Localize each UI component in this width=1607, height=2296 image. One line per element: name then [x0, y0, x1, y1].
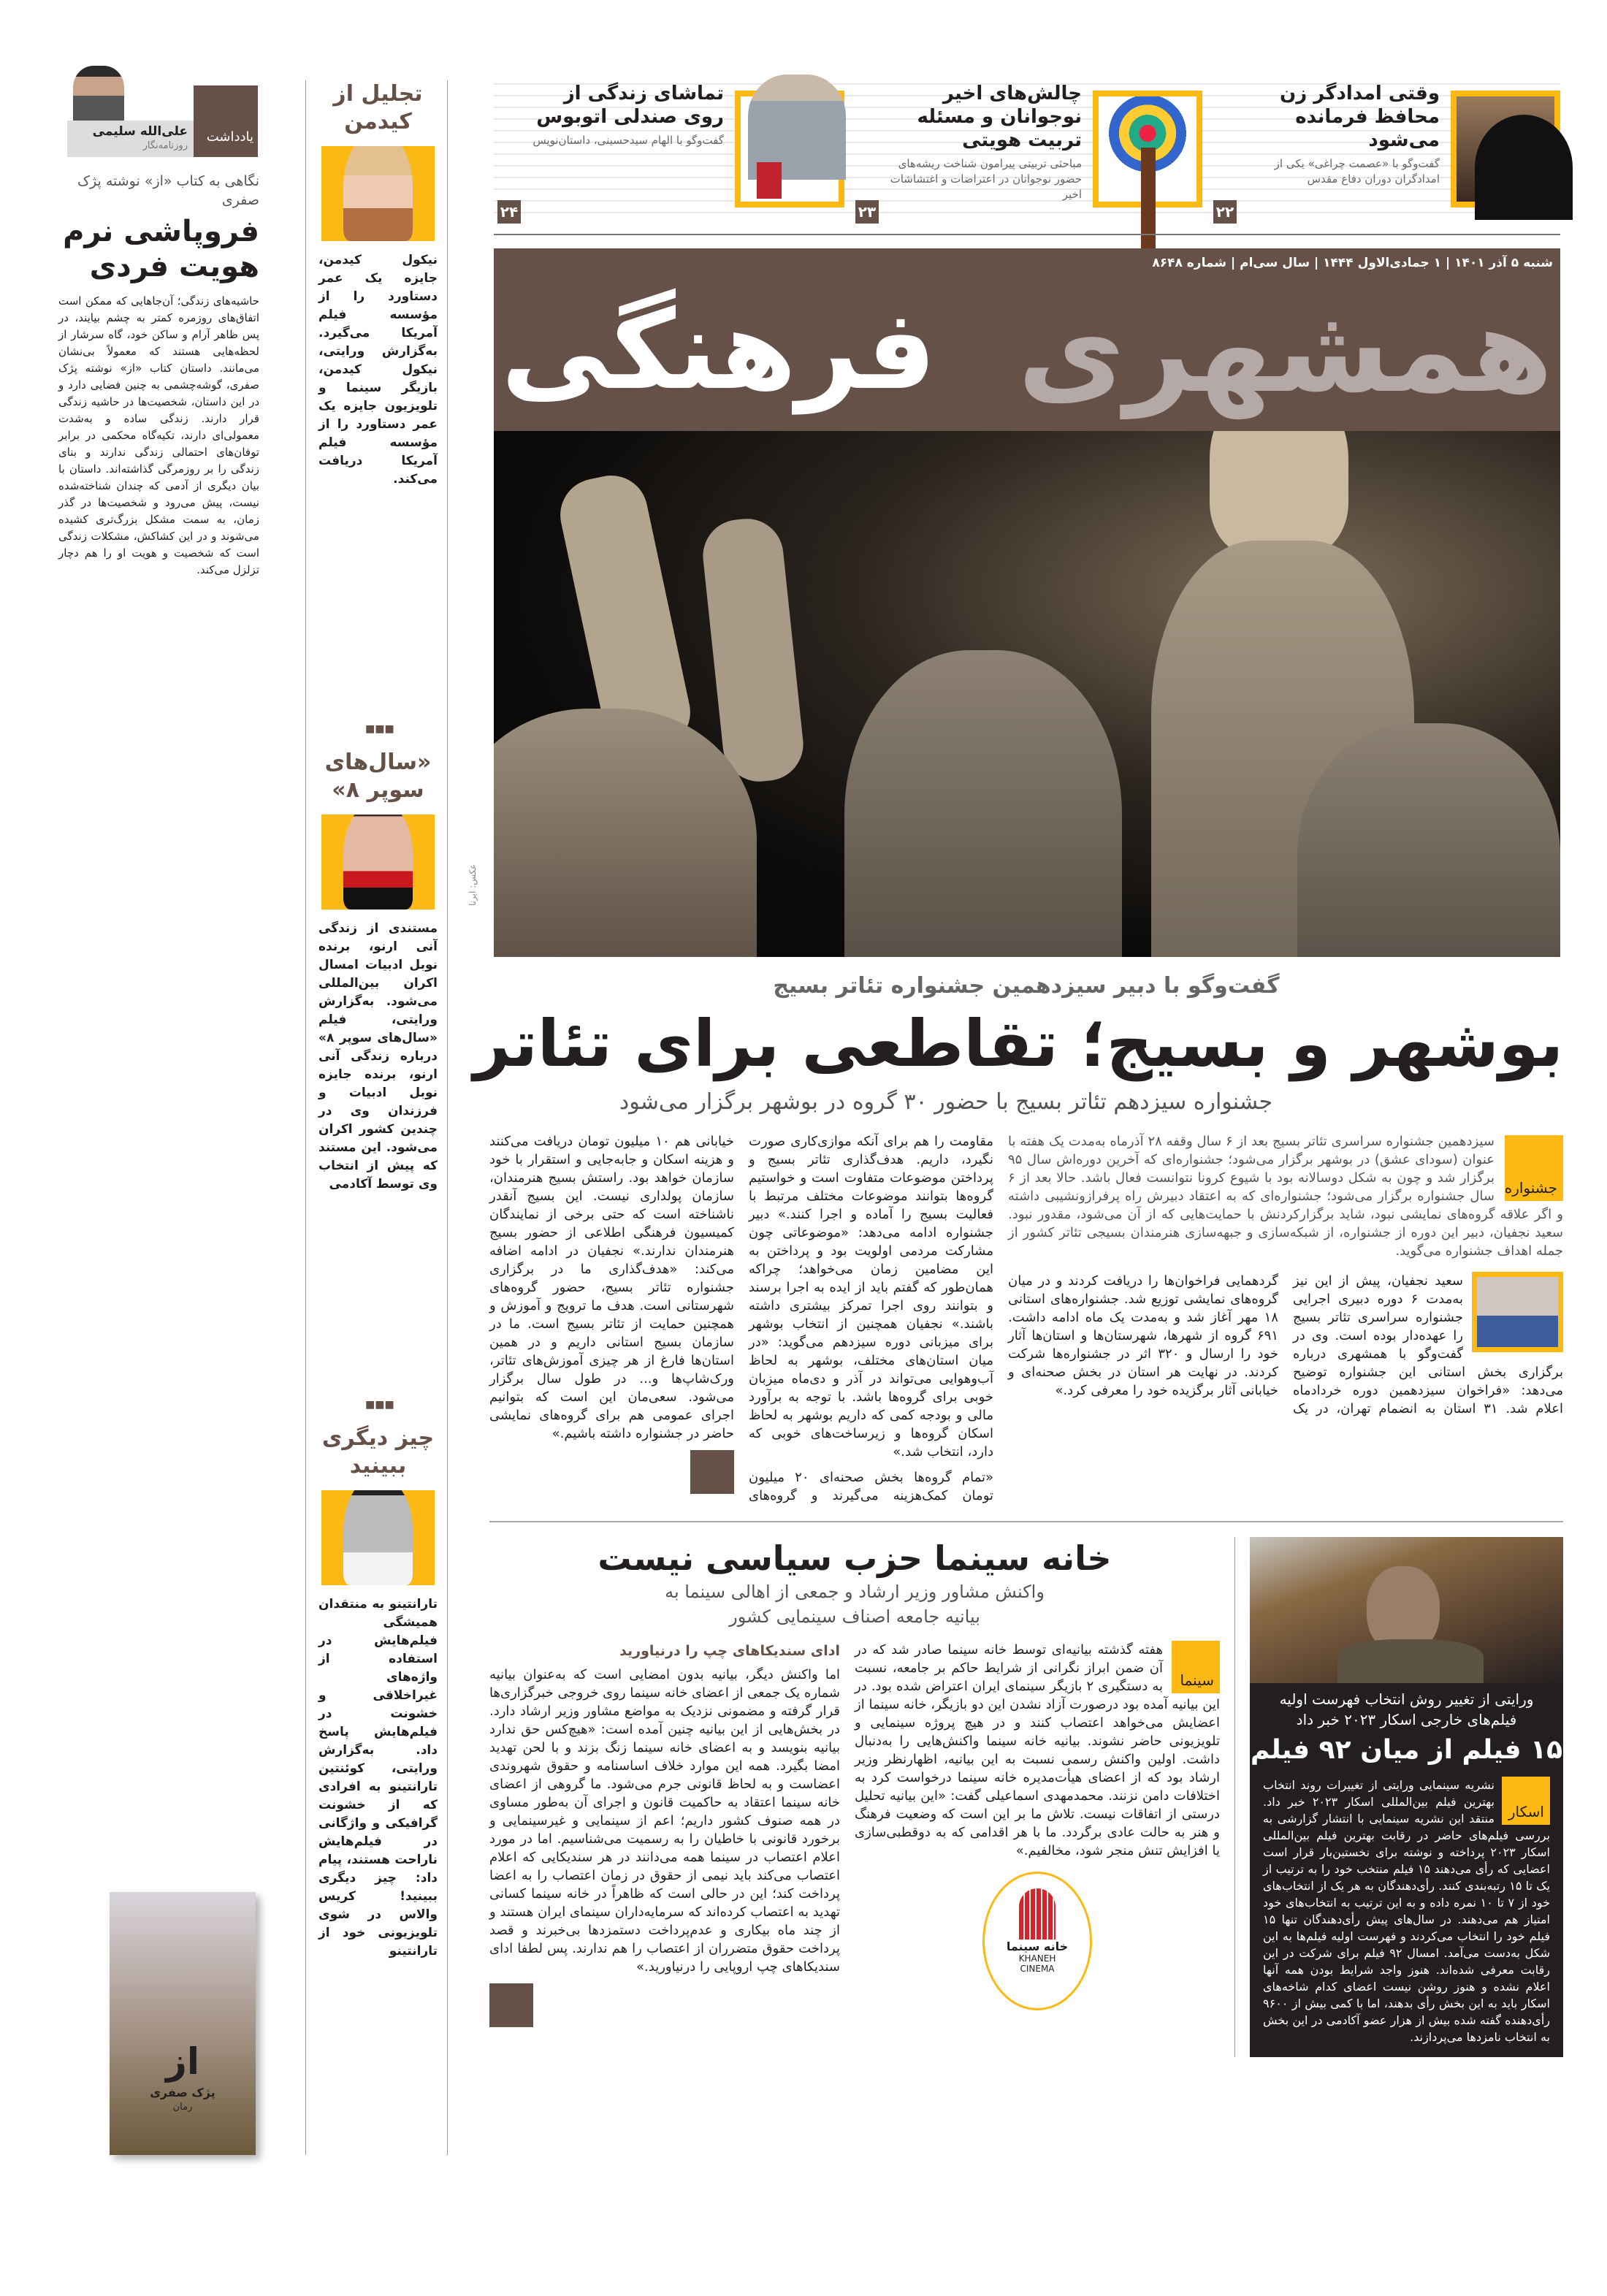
sidebar-photo	[321, 815, 435, 909]
end-square	[489, 1983, 533, 2027]
end-square	[690, 1450, 734, 1494]
lead-intro: سیزدهمین جشنواره سراسری تئاتر بسیج بعد از ۶ سال وقفه ۲۸ آذرماه به‌مدت یک هفته با عنوان (سودای عشق) در بوشهر برگزار می‌شود؛ جشنواره‌ای که آخرین دوره‌اش سال ۹۵ برگزار شد و چون به شکل دوسالانه بود با شیوع کرونا نتوانست فعال باشد. حالا بعد از ۶ سال جشنواره برگزار می‌شود؛ جشنواره‌ای که به اعتقاد دبیرش راه پرفرازونشیبی داشته و اگر علاقه گروه‌های نمایشی نبود، شاید برگزارکردنش با حمایت‌هایی که از آن می‌شود، مقدور نبود. سعید نجفیان، دبیر این دوره از جشنواره، از شبکه‌سازی و جبهه‌سازی هنرمندان بسیجی تئاتر کشور از جمله اهداف جشنواره می‌گوید.	[1008, 1134, 1563, 1259]
oscar-kicker: ورایتی از تغییر روش انتخاب فهرست اولیه فیلم‌های خارجی اسکار ۲۰۲۳ خبر داد	[1279, 1690, 1534, 1728]
page-number: ۲۴	[497, 200, 521, 224]
sidebar-photo	[321, 1490, 435, 1585]
lead-right-block	[1008, 1132, 1563, 1418]
oscar-title: ۱۵ فیلم از میان ۹۲ فیلم	[1250, 1735, 1563, 1765]
cinema-subtitle: ادای سندیکاهای چپ را درنیاورید	[619, 1643, 840, 1659]
book-cover	[110, 1892, 256, 2155]
masthead-section: فرهنگی	[501, 287, 936, 414]
sidebar-item-super8[interactable]	[314, 749, 442, 1194]
masthead	[494, 248, 1560, 431]
teaser-photo	[735, 91, 844, 207]
cinema-article	[489, 1537, 1220, 2027]
logo-text-en: KHANEH CINEMA	[1018, 1953, 1056, 1974]
sidebar-text: تارانتینو به منتقدان همیشگی فیلم‌هایش در استفاده از واژه‌های غیراخلاقی و خشونت در فیلم‌هایش پاسخ داد. به‌گزارش ورایتی، کوئنتین تارانتینو به افرادی که از خشونت گرافیکی و واژگانی در فیلم‌هایش ناراحت هستند، پیام داد: چیز دیگری ببینید! کریس والاس در شوی تلویزیونی خود از تارانتینو	[318, 1597, 438, 1959]
photo-credit: عکس: ایرنا	[467, 863, 478, 906]
teaser-photo	[1093, 91, 1202, 207]
interviewee-photo	[1472, 1272, 1563, 1352]
teaser-desc: گفت‌وگو با الهام سیدحسینی، داستان‌نویس	[533, 134, 724, 147]
sidebar-text: مستندی از زندگی آنی ارنو، برنده نوبل ادبیات امسال اکران بین‌المللی می‌شود. به‌گزارش ورایتی، فیلم «سال‌های سوپر ۸» درباره زندگی آنی ارنو، برنده جایزه نوبل ادبیات و فرزندان وی در چندین کشور اکران می‌شود. این مستند که پیش از انتخاب وی توسط آکادمی	[318, 921, 438, 1191]
logo-text-fa: خانه سینما	[1006, 1940, 1069, 1953]
divider	[489, 1521, 1563, 1522]
note-body: حاشیه‌های زندگی؛ آن‌جاهایی که ممکن است اتفاق‌های روزمره کمتر به چشم بیایند، در پس ظاهر آرام و ساکن خود، گاه سرشار از لحظه‌هایی هستند که معمولاً بی‌نشان می‌مانند. داستان کتاب «از» نوشته پژک صفری، گوشه‌چشمی به چنین فضایی دارد و در این داستان، شخصیت‌ها در حاشیه زندگی قرار دارند. زندگی ساده و به‌شدت معمولی‌ای دارند، تکیه‌گاه محکمی در برابر توفان‌های احتمالی زندگی ندارند و بنای زندگی را بر روزمرگی گذاشته‌اند. داستان با بیان دیگری از آدمی که چندان شناخته‌شده نیست، پیش می‌رود و شخصیت‌ها در گذر زمان، به سمت مشکل بزرگ‌تری کشیده می‌شوند و در این کشاکش، مشکلات زندگی است که شخصیت و هویت او را هم دچار تزلزل می‌کند.	[58, 294, 259, 576]
teaser-desc: گفت‌وگو با «عصمت چراغی» یکی از امدادگران دوران دفاع مقدس	[1274, 157, 1440, 186]
oscar-body: نشریه سینمایی ورایتی از تغییرات روند انتخاب بهترین فیلم بین‌المللی اسکار ۲۰۲۳ خبر داد. منتقد این نشریه سینمایی با انتشار گزارشی به بررسی فیلم‌های حاضر در رقابت بهترین فیلم بین‌المللی اسکار ۲۰۲۳ پرداخته و نوشته برای نخستین‌بار قرار است اعضایی که رأی می‌دهند ۱۵ فیلم منتخب خود را به ترتیب از یک تا ۱۵ رتبه‌بندی کنند. رأی‌دهندگان به هر یک از انتخاب‌های خود از ۷ تا ۱۰ نمره داده و به این ترتیب به انتخاب‌های خود امتیاز هم می‌دهند. در سال‌های پیش رأی‌دهندگان تنها ۱۵ فیلم خود را انتخاب می‌کردند و فهرست اولیه فیلم‌ها به این شکل به‌دست می‌آمد. امسال ۹۲ فیلم برای شرکت در این رقابت معرفی شده‌اند. هنوز واجد شرایط بودن همه آنها اعلام نشده و هنوز روشن نیست اعضای کدام شاخه‌های اسکار باید به این بخش رأی بدهند، اما با کمی بیش از ۹۶۰۰ رأی‌دهنده گفته شده بیش از هزار عضو آکادمی در این بخش به انتخاب نامزدها می‌پردازند.	[1263, 1778, 1551, 2044]
teaser-title: چالش‌های اخیر نوجوانان و مسئله تربیت هویتی	[917, 83, 1082, 151]
teaser-24[interactable]	[494, 76, 844, 229]
author-name: علی‌الله سلیمی	[92, 124, 188, 139]
main-lower	[473, 972, 1563, 2057]
lead-photo	[494, 431, 1560, 957]
lead-subhead: جشنواره سیزدهم تئاتر بسیج با حضور ۳۰ گروه در بوشهر برگزار می‌شود	[619, 1089, 1273, 1115]
page-number: ۲۲	[1213, 200, 1237, 224]
sidebar-title: تجلیل از کیدمن	[333, 81, 423, 134]
separator-dots: ■■■	[365, 723, 394, 735]
cinema-body-2: اما واکنش دیگر، بیانیه بدون امضایی است که به‌عنوان بیانیه شماره یک جمعی از اعضای خانه سینما روی خروجی خبرگزاری‌ها قرار گرفته و مضمونی نزدیک به مواضع مشاور وزیر ارشاد دارد. در بخش‌هایی از این بیانیه چنین آمده است: «هیچ‌کس حق ندارد بیانیه بنویسد و به اعضای خانه سینما زنگ بزند و با لحن تهدید امضا بگیرد. همه این موارد خلاف اساسنامه و حقوق شهروندی اعضاست و به لحاظ قانونی جرم می‌شود. ما گروهی از اعضای خانه سینما اعتقاد به حاکمیت قانون و اجرای آن به‌طور مساوی در همه صنوف کشور داریم؛ اعم از سینمایی و غیرسینمایی و برخورد قانونی با خاطیان را به رسمیت می‌شناسیم. اما در مورد اعلام اعتصاب در سینما همه می‌دانند در هر سندیکایی که اعلام اعتصاب می‌کند باید نیمی از حقوق در زمان اعتصاب را به اعضا پرداخت کند؛ این در حالی است که ظاهراً در خانه سینما کسانی تهدید به اعتصاب کرده‌اند که سرمایه‌داران سینمای ایران هستند و از چند ماه بیکاری و عدم‌پرداخت دستمزدها بی‌خبرند و قصد پرداخت حقوق متضرران از اعتصاب را هم ندارند. پس لطفا ادای سندیکاهای چپ اروپایی را درنیاورید.»	[489, 1667, 840, 1975]
teaser-22[interactable]	[1210, 76, 1560, 229]
divider	[494, 234, 1560, 235]
separator-dots: ■■■	[365, 1399, 394, 1411]
divider	[1234, 1537, 1235, 2057]
book-author: پژک صفری	[150, 2086, 215, 2099]
note-byline	[67, 121, 194, 157]
teaser-photo	[1451, 91, 1560, 207]
bottom-row	[489, 1537, 1563, 2057]
teaser-title: وقتی امدادگر زن محافظ فرمانده می‌شود	[1280, 83, 1440, 151]
lead-columns	[489, 1132, 993, 1505]
dateline: شنبه ۵ آذر ۱۴۰۱ | ۱ جمادی‌الاول ۱۴۴۴ | سال سی‌ام | شماره ۸۶۴۸	[1152, 256, 1553, 270]
lead-left-block	[489, 1132, 993, 1505]
teaser-title: تماشای زندگی از روی صندلی اتوبوس	[536, 83, 724, 128]
lead-headline: بوشهر و بسیج؛ تقاطعی برای تئاتر	[473, 1006, 1563, 1081]
oscar-box	[1250, 1537, 1563, 2057]
cinema-subhead: واکنش مشاور وزیر ارشاد و جمعی از اهالی سینما به بیانیه جامعه اصناف سینمایی کشور	[665, 1582, 1045, 1627]
divider	[305, 80, 306, 2155]
teaser-desc: مباحثی تربیتی پیرامون شناخت ریشه‌های حضور نوجوانان در اعتراضات و اغتشاشات اخیر	[890, 157, 1082, 201]
note-kicker: نگاهی به کتاب «از» نوشته پژک صفری	[77, 173, 259, 208]
section-tag: سینما	[1172, 1641, 1220, 1693]
note-flow	[58, 172, 259, 579]
masthead-name: همشهری	[1018, 282, 1553, 419]
lead-col4: «تمام گروه‌ها بخش صحنه‌ای ۲۰ میلیون تومان کمک‌هزینه می‌گیرند و گروه‌های خیابانی هم ۱۰ میلیون تومان دریافت می‌کنند و هزینه اسکان و جابه‌جایی و استقرار با خود سازمان خواهد بود. راستش بسیج هنرمندان، سازمان پولداری نیست. این بسیج آنقدر ناشناخته است که حتی برخی از نمایندگان کمیسیون فرهنگی اطلاعی از حضور بسیج هنرمندان ندارند.» نجفیان در ادامه اضافه می‌کند: «هدف‌گذاری ما در برگزاری جشنواره تئاتر بسیج، حضور گروه‌های شهرستانی است. هدف ما ترویج و آموزش و همچنین حمایت از تئاتر بسیج است. ما در سازمان بسیج استانی داریم و در همین استان‌ها فارغ از هر چیزی آموزش‌های تئاتر، ورک‌شاپ‌ها و... در طول سال برگزار می‌شود. سعی‌مان این است که بتوانیم اجرای عمومی هم برای گروه‌های نمایشی حاضر در جشنواره داشته باشیم.»	[489, 1134, 994, 1503]
note-title: فروپاشی نرم هویت فردی	[63, 215, 259, 283]
page-number: ۲۳	[855, 200, 879, 224]
divider	[447, 80, 448, 2155]
sidebar-title: چیز دیگری ببینید	[321, 1425, 435, 1479]
author-role: روزنامه‌نگار	[142, 140, 188, 151]
note-label: یادداشت	[194, 85, 258, 157]
section-tag: جشنواره	[1505, 1135, 1563, 1201]
lead-body	[489, 1132, 1563, 1505]
sidebar-text: نیکول کیدمن، جایزه یک عمر دستاورد را از مؤسسه فیلم آمریکا می‌گیرد. به‌گزارش ورایتی، نیکول کیدمن، بازیگر سینما و تلویزیون جایزه یک عمر دستاورد را از مؤسسه فیلم آمریکا دریافت می‌کند.	[318, 253, 438, 487]
book-title: از	[166, 2040, 199, 2083]
author-photo	[73, 66, 124, 121]
lead-interview: سعید نجفیان، پیش از این نیز به‌مدت ۶ دوره دبیری اجرایی جشنواره سراسری تئاتر بسیج را عهده‌دار بوده است. وی در گفت‌وگو با همشهری درباره برگزاری بخش استانی این جشنواره توضیح می‌دهد: «فراخوان سیزدهمین دوره خردادماه اعلام شد. ۳۱ استان به انضمام تهران، در یک گردهمایی فراخوان‌ها را دریافت کردند و در میان گروه‌های نمایشی توزیع شد. جشنواره‌های استانی ۱۸ مهر آغاز شد و به‌مدت یک ماه ادامه داشت. ۶۹۱ گروه از شهرها، شهرستان‌ها و استان‌ها آثار خود را ارسال و ۳۲۰ اثر در جشنواره‌ها شرکت کردند. در نهایت هر استان در بخش صحنه‌ای و خیابانی آثار برگزیده خود را معرفی کرد.»	[1008, 1273, 1563, 1416]
cinema-title: خانه سینما حزب سیاسی نیست	[598, 1538, 1112, 1578]
interview-columns	[1008, 1272, 1563, 1418]
book-genre: رمان	[172, 2102, 193, 2113]
section-tag: اسکار	[1502, 1777, 1550, 1825]
cinema-body-1: هفته گذشته بیانیه‌ای توسط خانه سینما صادر شد که در آن ضمن ابراز نگرانی از شرایط حاکم بر جامعه، نسبت به دستگیری ۲ بازیگر سینمای ایران اعتراض شده بود. در این بیانیه آمده بود درصورت آزاد نشدن این دو بازیگر، خانه سینما از اعضایش می‌خواهد اعتصاب کنند و در هیچ پروژه سینمایی و تلویزیونی حاضر نشوند. بیانیه خانه سینما واکنش‌هایی را به‌دنبال داشت. اولین واکنش رسمی نسبت به این بیانیه، اظهارنظر وزیر ارشاد بود که از اعضای هیأت‌مدیره خانه سینما درخواست کرد به اختلافات دامن نزنند. محمدمهدی اسماعیلی گفت: «این بیانیه تحلیل درستی از اتفاقات نیست. تلاش ما بر این است که وضعیت فرهنگ و هنر به حالت عادی برگردد. ما با هر اقدامی که به دوقطبی‌سازی یا افزایش تنش منجر شود، مخالفیم.»	[855, 1642, 1220, 1858]
sidebar-item-kidman[interactable]	[314, 80, 442, 489]
sidebar-photo	[321, 146, 435, 241]
teaser-23[interactable]	[852, 76, 1202, 229]
sidebar-title: «سال‌های سوپر ۸»	[324, 750, 432, 803]
khaneh-cinema-logo	[982, 1872, 1092, 2010]
lead-col3: مقاومت را هم برای آنکه موازی‌کاری صورت نگیرد، داریم. هدف‌گذاری تئاتر بسیج و پرداختن موضوعات متفاوت است و خواستیم گروه‌ها بتوانند موضوعات مختلف مرتبط با فعالیت بسیج را آماده و اجرا کنند.» دبیر جشنواره ادامه می‌دهد: «موضوعاتی چون مشارکت مردمی اولویت بود و پرداختن به این مضامین زمان می‌خواهد؛ چراکه همان‌طور که گفتم باید از ایده به اجرا برسند و بتوانند روی اجرا تمرکز بیشتری داشته باشند.» نجفیان همچنین از انتخاب بوشهر برای میزبانی دوره سیزدهم می‌گوید: «در میان استان‌های مختلف، بوشهر به لحاظ آب‌وهوایی می‌تواند در آذر و دی‌ماه میزبان خوبی برای گروه‌ها باشد. با توجه به برآورد مالی و بودجه کمی که داریم بوشهر به لحاظ اسکان گروه‌ها و زیرساخت‌های خوبی که دارد، انتخاب شد.»	[749, 1134, 993, 1460]
oscar-photo	[1250, 1537, 1563, 1683]
sidebar-item-tarantino[interactable]	[314, 1424, 442, 1961]
lead-kicker: گفت‌وگو با دبیر سیزدهمین جشنواره تئاتر بسیج	[773, 973, 1280, 999]
